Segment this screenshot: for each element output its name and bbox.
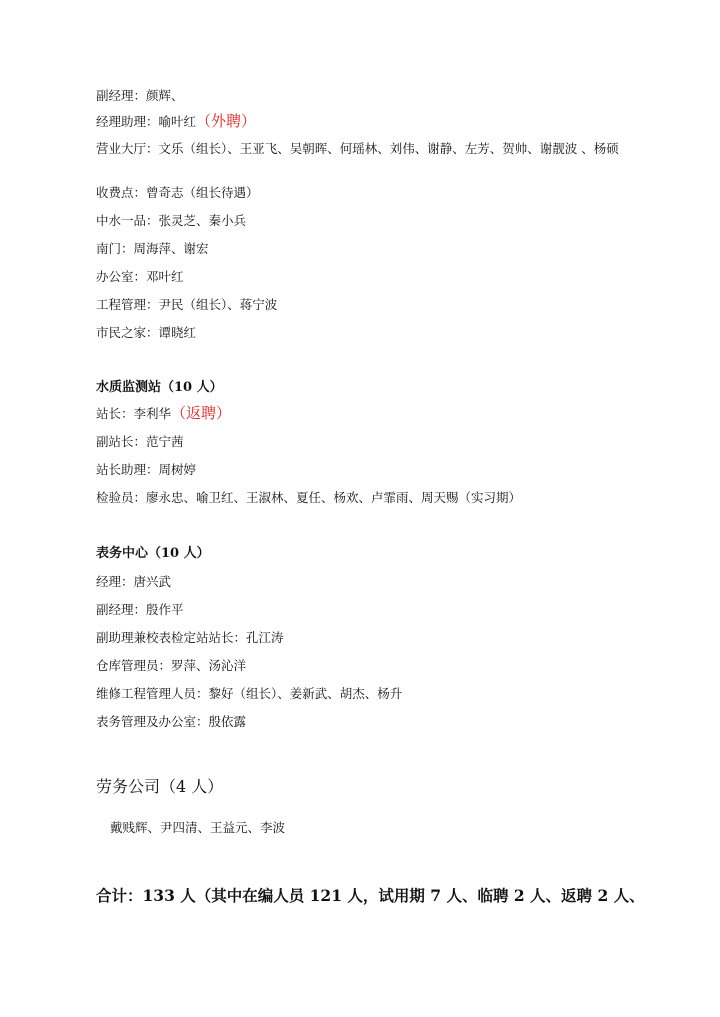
warehouse-line: 仓库管理员：罗萍、汤沁洋 [96,658,247,673]
labor-company-heading: 劳务公司（4 人） [96,777,224,796]
south-gate-line: 南门：周海萍、谢宏 [96,241,209,256]
assistant-manager-text: 经理助理：喻叶红 [96,114,197,129]
zhongshui-line: 中水一品：张灵芝、秦小兵 [96,213,247,228]
office-line: 办公室：邓叶红 [96,269,184,284]
inspectors-line: 检验员：廖永忠、喻卫红、王淑林、夏任、杨欢、卢霏雨、周天赐（实习期） [96,490,522,505]
assistant-manager-line [96,114,636,129]
meter-deputy-line: 副经理：殷作平 [96,602,184,617]
external-hire-note: （外聘） [196,112,257,130]
citizen-home-line: 市民之家：谭晓红 [96,325,197,340]
business-hall-line: 营业大厅：文乐（组长）、王亚飞、吴朝晖、何瑶林、刘伟、谢静、左芳、贺帅、谢靓波 、杨硕 [96,141,619,156]
water-station-heading: 水质监测站（10 人） [96,380,223,395]
labor-members-line: 戴贱辉、尹四清、王益元、李波 [110,820,286,835]
meter-manager-line: 经理：唐兴武 [96,574,172,589]
toll-point-line: 收费点：曾奇志（组长待遇） [96,185,259,200]
meter-admin-line: 表务管理及办公室：殷依露 [96,714,247,729]
station-head-text: 站长：李利华 [96,406,172,421]
deputy-station-line: 副站长：范宁茜 [96,434,184,449]
total-line: 合计：133 人（其中在编人员 121 人，试用期 7 人、临聘 2 人、返聘 2 人、 [96,886,645,905]
meter-assistant-line: 副助理兼校表检定站站长：孔江涛 [96,630,284,645]
engineering-line: 工程管理：尹民（组长）、蒋宁波 [96,297,278,312]
meter-center-heading: 表务中心（10 人） [96,546,210,561]
deputy-manager-line: 副经理：颜辉、 [96,88,184,103]
station-head-line [96,406,636,421]
rehire-note: （返聘） [171,404,232,422]
station-assistant-line: 站长助理：周树婷 [96,462,197,477]
maintenance-line: 维修工程管理人员：黎好（组长）、姜新武、胡杰、杨升 [96,686,403,701]
